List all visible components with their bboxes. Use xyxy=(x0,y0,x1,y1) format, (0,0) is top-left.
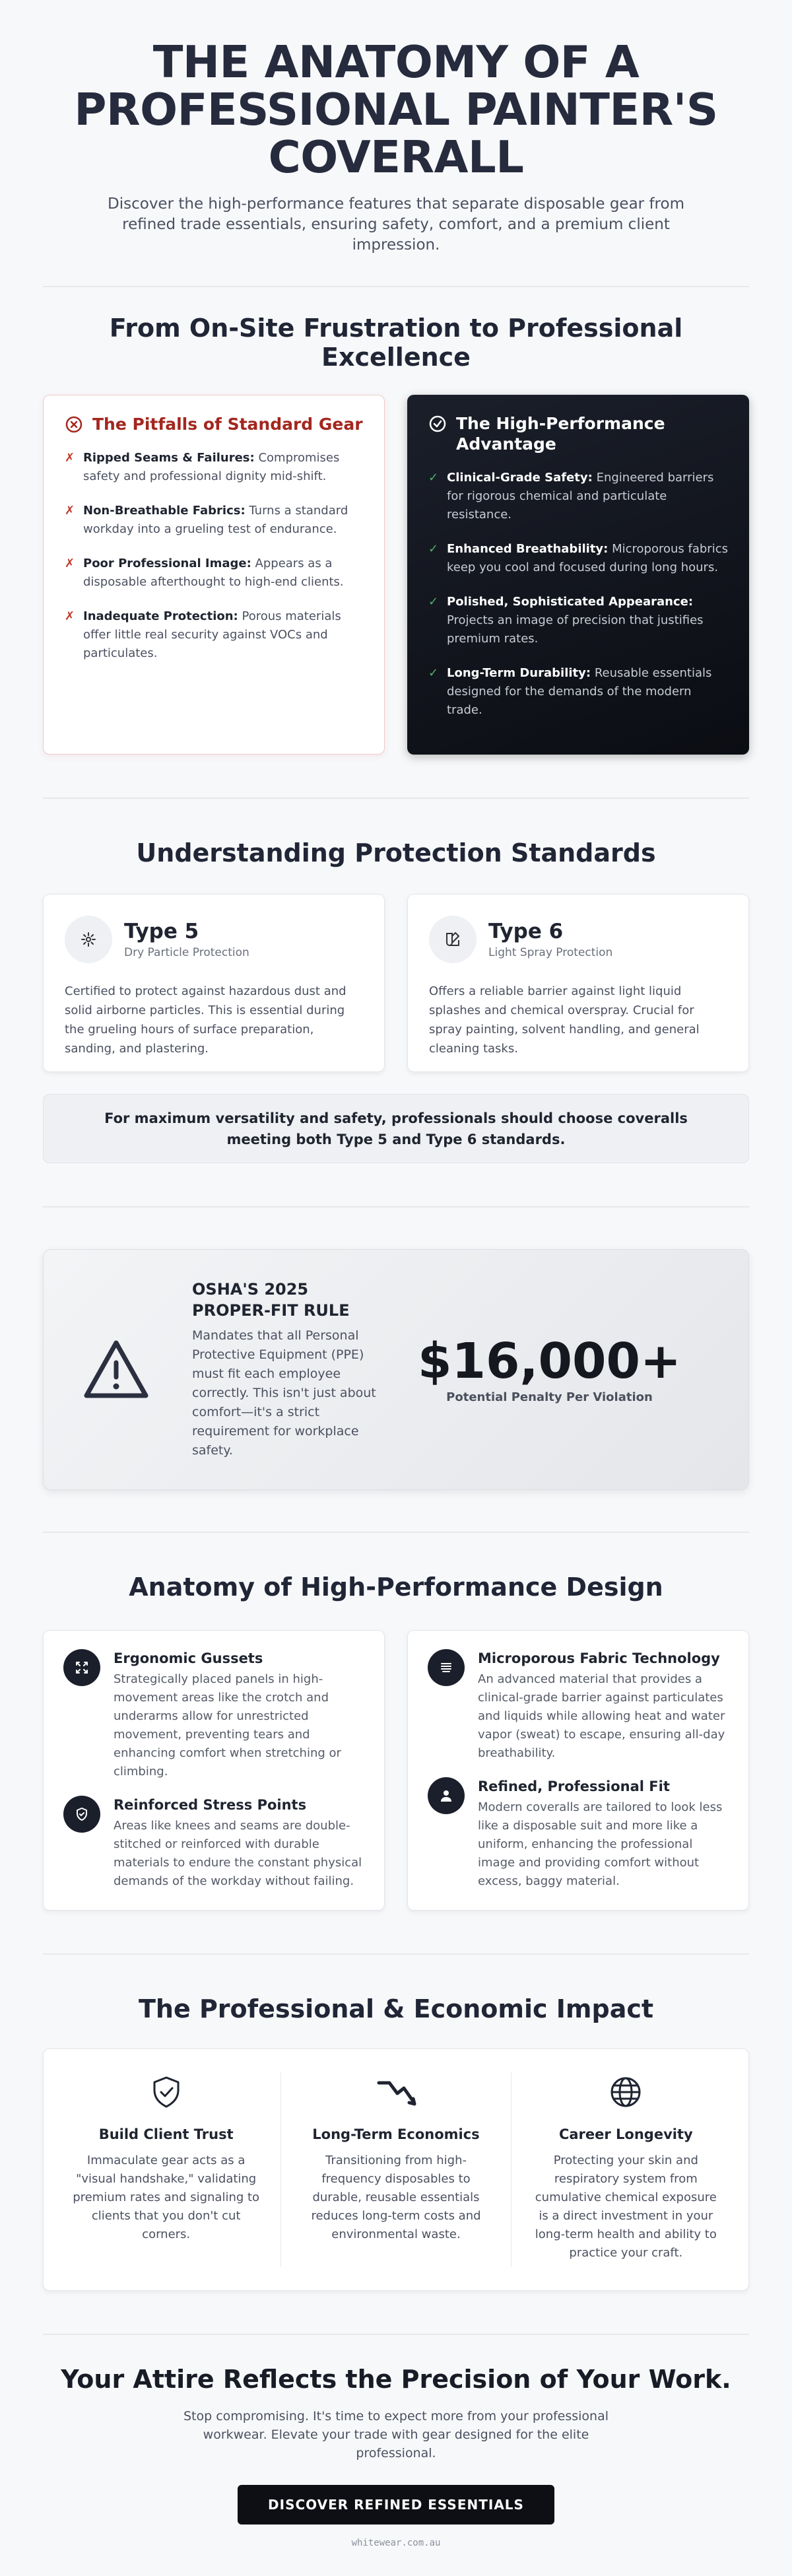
list-item xyxy=(428,664,728,720)
type-subtitle: Dry Particle Protection xyxy=(124,946,249,959)
shield-check-icon xyxy=(148,2074,185,2111)
feature-text: An advanced material that provides a clinical-grade barrier against particulates and liquids while allowing heat and water vapor (sweat) to escape, ensuring all-day breathability. xyxy=(478,1672,725,1760)
trend-icon xyxy=(375,2074,417,2111)
feature-item xyxy=(63,1796,364,1891)
page-title: THE ANATOMY OF A PROFESSIONAL PAINTER'S COVERALL xyxy=(74,36,718,183)
cta-text: Stop compromising. It's time to expect more from your professional workwear. Elevate your trade with gear designed for the elite professional. xyxy=(183,2409,609,2460)
item-label: Inadequate Protection: xyxy=(83,609,238,623)
list-item xyxy=(428,540,728,577)
item-text: Reusable essentials designed for the demands of the modern trade. xyxy=(447,666,712,717)
design-card-left xyxy=(43,1630,385,1911)
design-section xyxy=(43,1533,749,1911)
feature-item xyxy=(428,1649,729,1763)
check-mark-icon: ✓ xyxy=(428,595,439,609)
impact-item-title: Career Longevity xyxy=(558,2126,693,2142)
discover-button[interactable]: DISCOVER REFINED ESSENTIALS xyxy=(238,2485,554,2525)
footer-domain: whitewear.com.au xyxy=(351,2538,441,2548)
item-label: Ripped Seams & Failures: xyxy=(83,451,255,465)
feature-title: Refined, Professional Fit xyxy=(478,1779,670,1794)
impact-item-text: Transitioning from high-frequency disposables to durable, reusable essentials reduces long-term costs and environmental waste. xyxy=(311,2153,481,2241)
particles-icon xyxy=(65,916,112,963)
check-mark-icon: ✓ xyxy=(428,666,439,680)
item-label: Long-Term Durability: xyxy=(447,666,591,680)
item-text: Appears as a disposable afterthought to high-end clients. xyxy=(83,557,344,589)
impact-item xyxy=(281,2072,511,2267)
feature-title: Ergonomic Gussets xyxy=(114,1650,263,1666)
item-label: Clinical-Grade Safety: xyxy=(447,471,593,485)
list-item xyxy=(65,502,363,539)
pitfalls-card xyxy=(43,395,385,755)
x-mark-icon: ✗ xyxy=(65,609,75,623)
list-item xyxy=(65,555,363,592)
feature-item xyxy=(63,1649,364,1781)
x-circle-icon xyxy=(65,415,83,434)
hero-subtitle: Discover the high-performance features that separate disposable gear from refined trade essentials, ensuring safety, comfort, and a premium client impression. xyxy=(108,195,684,254)
item-label: Non-Breathable Fabrics: xyxy=(83,504,246,518)
item-label: Enhanced Breathability: xyxy=(447,542,609,556)
check-circle-icon xyxy=(428,415,447,433)
feature-title: Microporous Fabric Technology xyxy=(478,1650,720,1666)
list-item xyxy=(428,593,728,648)
penalty-amount: $16,000+ xyxy=(417,1333,682,1390)
layers-icon xyxy=(428,1649,465,1686)
x-mark-icon: ✗ xyxy=(65,451,75,465)
standards-section xyxy=(43,799,749,1163)
standards-note: For maximum versatility and safety, professionals should choose coveralls meeting both Type 5 and Type 6 standards. xyxy=(43,1094,749,1163)
x-mark-icon: ✗ xyxy=(65,557,75,570)
impact-card xyxy=(43,2049,749,2291)
item-label: Polished, Sophisticated Appearance: xyxy=(447,595,694,609)
user-icon xyxy=(428,1777,465,1814)
advantage-title: The High-Performance Advantage xyxy=(456,414,665,454)
type-description: Certified to protect against hazardous dust and solid airborne particles. This is essential during the grueling hours of surface preparation, sanding, and plastering. xyxy=(65,984,346,1056)
osha-body: Mandates that all Personal Protective Equipment (PPE) must fit each employee correctly. This isn't just about comfort—it's a strict requirement for workplace safety. xyxy=(192,1328,376,1458)
expand-icon xyxy=(63,1649,100,1686)
pitfalls-list xyxy=(65,449,363,663)
list-item xyxy=(65,607,363,663)
advantage-list xyxy=(428,469,728,720)
shield-check-icon xyxy=(63,1796,100,1833)
comparison-section xyxy=(43,287,749,755)
check-mark-icon: ✓ xyxy=(428,542,439,556)
comparison-title: From On-Site Frustration to Professional Excellence xyxy=(109,314,683,372)
item-text: Porous materials offer little real security against VOCs and particulates. xyxy=(83,609,341,660)
impact-item-title: Long-Term Economics xyxy=(312,2126,480,2142)
spray-icon xyxy=(429,916,477,963)
type-subtitle: Light Spray Protection xyxy=(488,946,613,959)
type-name: Type 5 xyxy=(124,920,199,943)
type-6-card xyxy=(407,894,749,1072)
design-card-right xyxy=(407,1630,749,1911)
feature-text: Modern coveralls are tailored to look less like a disposable suit and more like a uniform, enhancing the professional image and providing comfort without excess, baggy material. xyxy=(478,1800,723,1888)
penalty-caption: Potential Penalty Per Violation xyxy=(446,1390,653,1404)
advantage-card xyxy=(407,395,749,755)
item-label: Poor Professional Image: xyxy=(83,557,251,570)
cta-title: Your Attire Reflects the Precision of Your Work. xyxy=(61,2365,731,2394)
item-text: Compromises safety and professional dignity mid-shift. xyxy=(83,451,340,483)
feature-title: Reinforced Stress Points xyxy=(114,1797,307,1813)
warning-icon xyxy=(80,1334,152,1406)
hero xyxy=(43,0,749,255)
cta-section xyxy=(43,2335,749,2548)
feature-item xyxy=(428,1777,729,1891)
globe-icon xyxy=(607,2074,644,2111)
feature-text: Areas like knees and seams are double-stitched or reinforced with durable materials to endure the constant physical demands of the workday without failing. xyxy=(114,1819,362,1888)
x-mark-icon: ✗ xyxy=(65,504,75,518)
impact-title: The Professional & Economic Impact xyxy=(138,1994,654,2023)
type-5-card xyxy=(43,894,385,1072)
impact-item xyxy=(512,2072,741,2267)
impact-item-title: Build Client Trust xyxy=(98,2126,234,2142)
item-text: Turns a standard workday into a grueling test of endurance. xyxy=(83,504,348,536)
type-name: Type 6 xyxy=(488,920,564,943)
design-title: Anatomy of High-Performance Design xyxy=(129,1573,663,1602)
item-text: Engineered barriers for rigorous chemical and particulate resistance. xyxy=(447,471,714,522)
impact-item xyxy=(51,2072,281,2267)
impact-item-text: Protecting your skin and respiratory system from cumulative chemical exposure is a direct investment in your long-term health and ability to practice your craft. xyxy=(535,2153,717,2260)
osha-card xyxy=(43,1249,749,1490)
osha-heading: OSHA'S 2025 PROPER-FIT RULE xyxy=(192,1280,350,1320)
standards-title: Understanding Protection Standards xyxy=(136,838,656,867)
item-text: Microporous fabrics keep you cool and focused during long hours. xyxy=(447,542,728,574)
type-description: Offers a reliable barrier against light liquid splashes and chemical overspray. Crucial for spray painting, solvent handling, and general cleaning tasks. xyxy=(429,984,700,1056)
impact-item-text: Immaculate gear acts as a "visual handshake," validating premium rates and signaling to clients that you don't cut corners. xyxy=(73,2153,260,2241)
list-item xyxy=(428,469,728,524)
impact-section xyxy=(43,1955,749,2291)
feature-text: Strategically placed panels in high-movement areas like the crotch and underarms allow for unrestricted movement, preventing tears and enhancing comfort when stretching or climbing. xyxy=(114,1672,341,1779)
osha-section xyxy=(43,1207,749,1490)
list-item xyxy=(65,449,363,486)
pitfalls-title: The Pitfalls of Standard Gear xyxy=(92,415,363,434)
item-text: Projects an image of precision that justifies premium rates. xyxy=(447,613,704,646)
check-mark-icon: ✓ xyxy=(428,471,439,485)
